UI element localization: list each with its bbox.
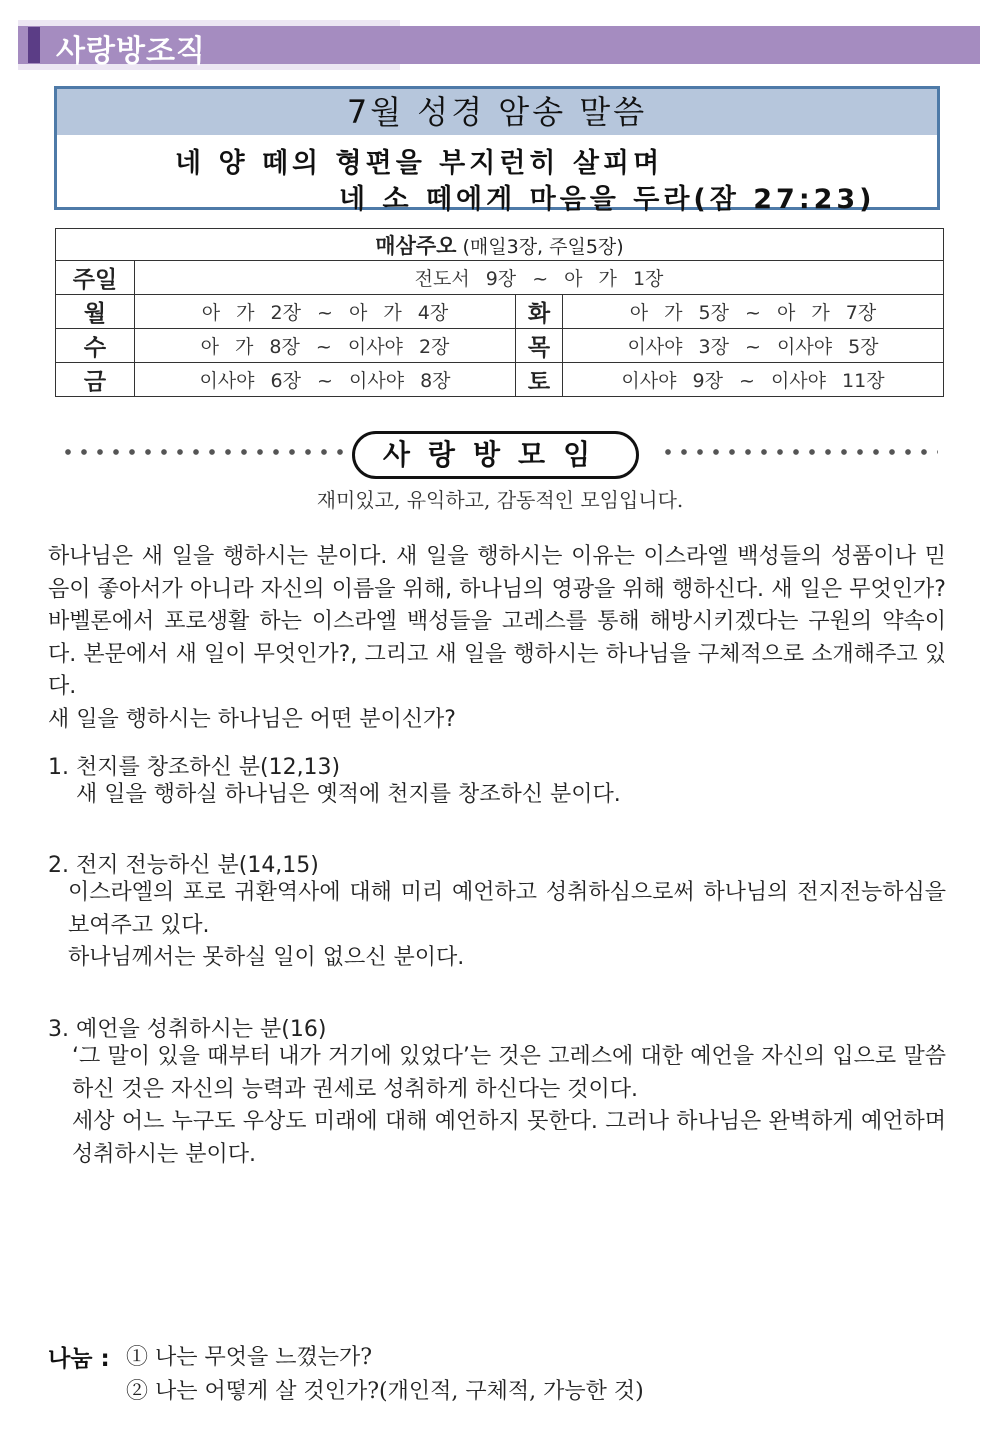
section-title: 사랑방조직 — [56, 34, 206, 69]
schedule-row — [56, 295, 944, 329]
schedule-range: 전도서 9장 ~ 아 가 1장 — [135, 261, 944, 295]
memory-verse-line-1: 네 양 떼의 형편을 부지런히 살피며 — [175, 148, 664, 179]
schedule-day: 화 — [516, 295, 563, 329]
schedule-day: 금 — [56, 363, 135, 397]
schedule-day: 주일 — [56, 261, 135, 295]
schedule-range: 아 가 5장 ~ 아 가 7장 — [563, 295, 944, 329]
point-1-heading: 1. 천지를 창조하신 분(12,13) — [48, 755, 341, 780]
schedule-range: 아 가 2장 ~ 아 가 4장 — [135, 295, 516, 329]
meeting-title-pill: 사랑방모임 — [352, 431, 639, 479]
schedule-day: 목 — [516, 329, 563, 363]
sharing-question: ① 나는 무엇을 느꼈는가? — [126, 1345, 373, 1370]
point-2-text: 이스라엘의 포로 귀환역사에 대해 미리 예언하고 성취하심으로써 하나님의 전지전능하심을 보여주고 있다. — [68, 880, 946, 938]
point-1-text: 새 일을 행하실 하나님은 옛적에 천지를 창조하신 분이다. — [76, 782, 621, 807]
dotted-divider-left — [60, 448, 348, 456]
schedule-title-bold: 매삼주오 — [375, 233, 457, 258]
schedule-row-sunday — [56, 261, 944, 295]
memory-verse-box — [54, 86, 940, 215]
schedule-range: 이사야 3장 ~ 이사야 5장 — [563, 329, 944, 363]
schedule-day: 토 — [516, 363, 563, 397]
schedule-title — [56, 229, 944, 261]
schedule-day: 수 — [56, 329, 135, 363]
schedule-row — [56, 329, 944, 363]
schedule-range: 이사야 6장 ~ 이사야 8장 — [135, 363, 516, 397]
dotted-divider-right — [660, 448, 938, 456]
point-2-heading: 2. 전지 전능하신 분(14,15) — [48, 853, 319, 878]
sharing-label: 나눔 : — [48, 1346, 110, 1372]
point-3-text: 세상 어느 누구도 우상도 미래에 대해 예언하지 못한다. 그러나 하나님은 완벽하게 예언하며 성취하시는 분이다. — [72, 1109, 946, 1167]
memory-verse-line-2: 네 소 떼에게 마음을 두라(잠 27:23) — [339, 184, 876, 215]
memory-verse-heading: 7월 성경 암송 말씀 — [57, 89, 937, 135]
meeting-subtitle: 재미있고, 유익하고, 감동적인 모임입니다. — [316, 488, 684, 512]
intro-paragraph: 하나님은 새 일을 행하시는 분이다. 새 일을 행하시는 이유는 이스라엘 백성들의 성품이나 믿음이 좋아서가 아니라 자신의 이름을 위해, 하나님의 영광을 위해 행하신다. 새 일은 무엇인가? 바벨론에서 포로생활 하는 이스라엘 백성들을 고레스를 통해 해방시키겠다는 구원의 약속이다. 본문에서 새 일이 무엇인가?, 그리고 새 일을 행하시는 하나님을 구체적으로 소개해주고 있다. — [48, 544, 946, 699]
sharing-question: ② 나는 어떻게 살 것인가?(개인적, 구체적, 가능한 것) — [126, 1379, 644, 1404]
intro-question: 새 일을 행하시는 하나님은 어떤 분이신가? — [48, 707, 456, 732]
schedule-day: 월 — [56, 295, 135, 329]
schedule-range: 아 가 8장 ~ 이사야 2장 — [135, 329, 516, 363]
header-accent-bar — [28, 27, 40, 63]
schedule-title-row — [56, 229, 944, 261]
schedule-title-note: (매일3장, 주일5장) — [456, 235, 624, 258]
point-3-heading: 3. 예언을 성취하시는 분(16) — [48, 1017, 327, 1042]
point-3-text: ‘그 말이 있을 때부터 내가 거기에 있었다’는 것은 고레스에 대한 예언을 자신의 입으로 말씀하신 것은 자신의 능력과 권세로 성취하게 하신다는 것이다. — [72, 1044, 946, 1102]
point-2-text: 하나님께서는 못하실 일이 없으신 분이다. — [68, 945, 465, 970]
schedule-row — [56, 363, 944, 397]
reading-schedule-table — [55, 228, 944, 397]
schedule-range: 이사야 9장 ~ 이사야 11장 — [563, 363, 944, 397]
